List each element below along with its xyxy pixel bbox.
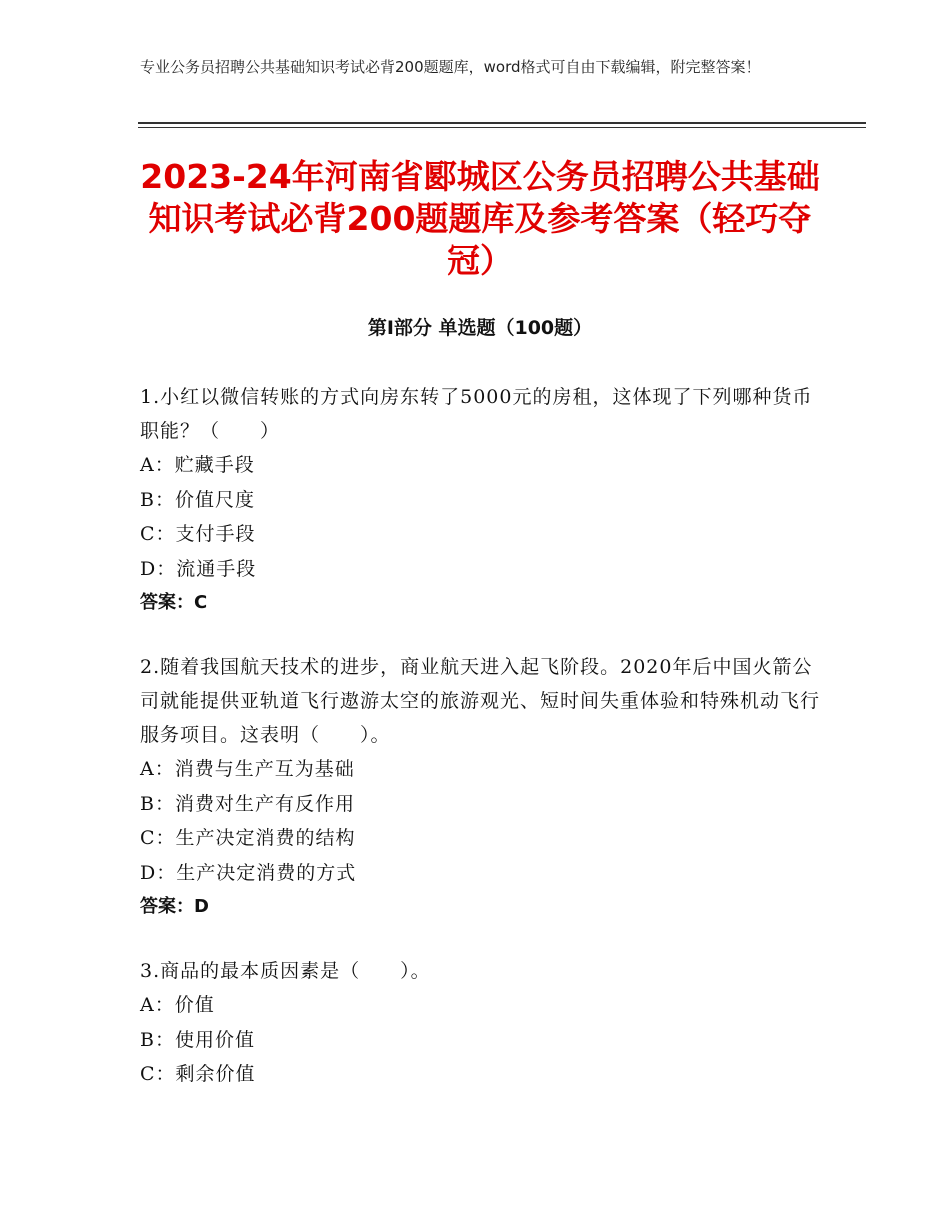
option-c: C：剩余价值 [140,1063,256,1085]
option-a: A：贮藏手段 [140,454,255,476]
option-c: C：支付手段 [140,523,256,545]
header-divider-thin [138,127,866,128]
option-a: A：价值 [140,994,215,1016]
option-a: A：消费与生产互为基础 [140,758,355,780]
question-3 [140,954,820,1092]
option-c: C：生产决定消费的结构 [140,827,356,849]
option-b: B：使用价值 [140,1028,255,1051]
option-d: D：生产决定消费的方式 [140,861,357,884]
answer: 答案：D [140,896,209,917]
question-stem: 1.小红以微信转账的方式向房东转了5000元的房租，这体现了下列哪种货币职能？（ ） [140,386,813,442]
question-2 [140,650,820,924]
question-1 [140,380,820,620]
header-note: 专业公务员招聘公共基础知识考试必背200题题库，word格式可自由下载编辑，附完整答案！ [140,58,761,76]
header-divider-thick [138,122,866,124]
option-b: B：消费对生产有反作用 [140,792,355,815]
question-stem: 3.商品的最本质因素是（ ）。 [140,960,431,982]
question-list [140,380,820,1122]
option-d: D：流通手段 [140,557,257,580]
question-stem: 2.随着我国航天技术的进步，商业航天进入起飞阶段。2020年后中国火箭公司就能提供亚轨道飞行遨游太空的旅游观光、短时间失重体验和特殊机动飞行服务项目。这表明（ ）。 [140,656,821,746]
answer: 答案：C [140,592,208,613]
option-b: B：价值尺度 [140,488,255,511]
document-title: 2023-24年河南省郾城区公务员招聘公共基础知识考试必背200题题库及参考答案（轻巧夺冠） [140,157,820,280]
section-heading: 第Ⅰ部分 单选题（100题） [367,317,593,339]
